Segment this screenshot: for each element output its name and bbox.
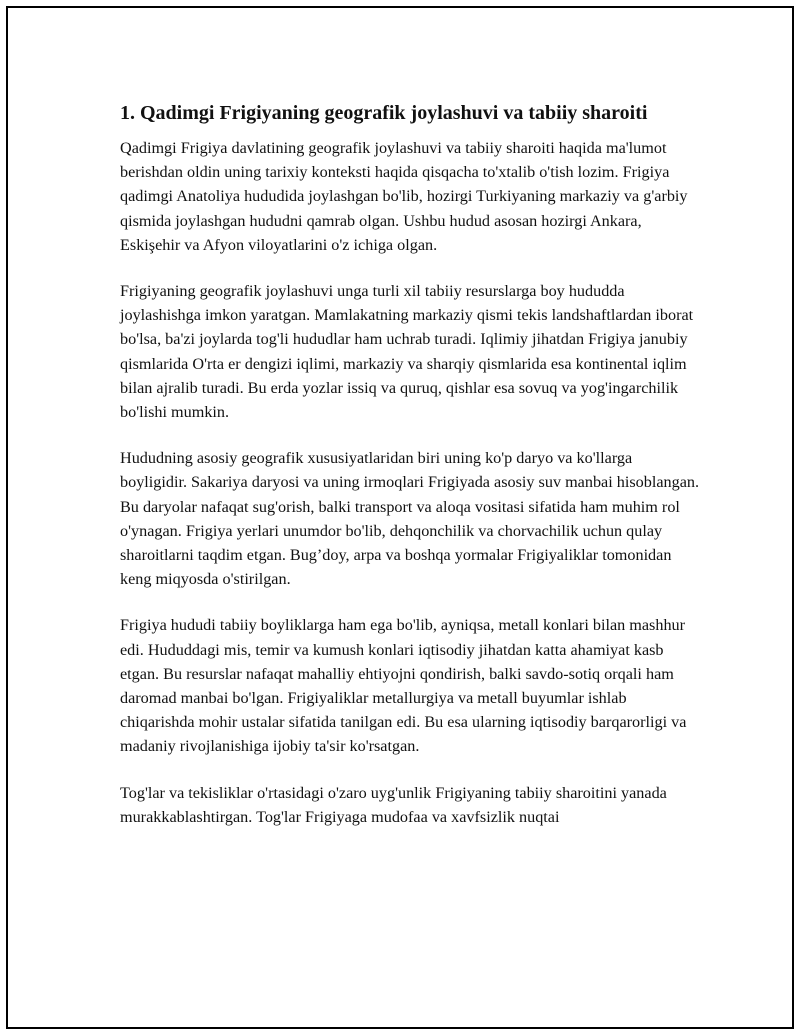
paragraph-1: Qadimgi Frigiya davlatining geografik joylashuvi va tabiiy sharoiti haqida ma'lumot berishdan oldin uning tarixiy konteksti haqida qisqacha to'xtalib o'tish lozim. Frigiya qadimgi Anatoliya hududida joylashgan bo'lib, hozirgi Turkiyaning markaziy va g'arbiy qismida joylashgan hududni qamrab olgan. Ushbu hudud asosan hozirgi Ankara, Eskişehir va Afyon viloyatlarini o'z ichiga olgan. <box>120 139 688 254</box>
paragraph-4: Frigiya hududi tabiiy boyliklarga ham ega bo'lib, ayniqsa, metall konlari bilan mashhur edi. Hududdagi mis, temir va kumush konlari iqtisodiy jihatdan katta ahamiyat kasb etgan. Bu resurslar nafaqat mahalliy ehtiyojni qondirish, balki savdo-sotiq orqali ham daromad manbai bo'lgan. Frigiyaliklar metallurgiya va metall buyumlar ishlab chiqarishda mohir ustalar sifatida tanilgan edi. Bu esa ularning iqtisodiy barqarorligi va madaniy rivojlanishiga ijobiy ta'sir ko'rsatgan. <box>120 616 687 756</box>
paragraph-2: Frigiyaning geografik joylashuvi unga turli xil tabiiy resurslarga boy hududda joylashishga imkon yaratgan. Mamlakatning markaziy qismi tekis landshaftlardan iborat bo'lsa, ba'zi joylarda tog'li hududlar ham uchrab turadi. Iqlimiy jihatdan Frigiya janubiy qismlarida O'rta er dengizi iqlimi, markaziy va sharqiy qismlarida esa kontinental iqlim bilan ajralib turadi. Bu erda yozlar issiq va quruq, qishlar esa sovuq va yog'ingarchilik bo'lishi mumkin. <box>120 282 694 422</box>
document-body <box>120 100 700 851</box>
page-frame <box>6 6 794 1029</box>
paragraph-5: Tog'lar va tekisliklar o'rtasidagi o'zaro uyg'unlik Frigiyaning tabiiy sharoitini yanada murakkablashtirgan. Tog'lar Frigiyaga mudofaa va xavfsizlik nuqtai <box>120 783 667 826</box>
paragraph-3: Hududning asosiy geografik xususiyatlaridan biri uning ko'p daryo va ko'llarga boyligidir. Sakariya daryosi va uning irmoqlari Frigiyada asosiy suv manbai hisoblangan. Bu daryolar nafaqat sug'orish, balki transport va aloqa vositasi sifatida ham muhim rol o'ynagan. Frigiya yerlari unumdor bo'lib, dehqonchilik va chorvachilik uchun qulay sharoitlarni taqdim etgan. Bug’doy, arpa va boshqa yormalar Frigiyaliklar tomonidan keng miqyosda o'stirilgan. <box>120 449 700 589</box>
section-heading: 1. Qadimgi Frigiyaning geografik joylashuvi va tabiiy sharoiti <box>120 102 648 124</box>
